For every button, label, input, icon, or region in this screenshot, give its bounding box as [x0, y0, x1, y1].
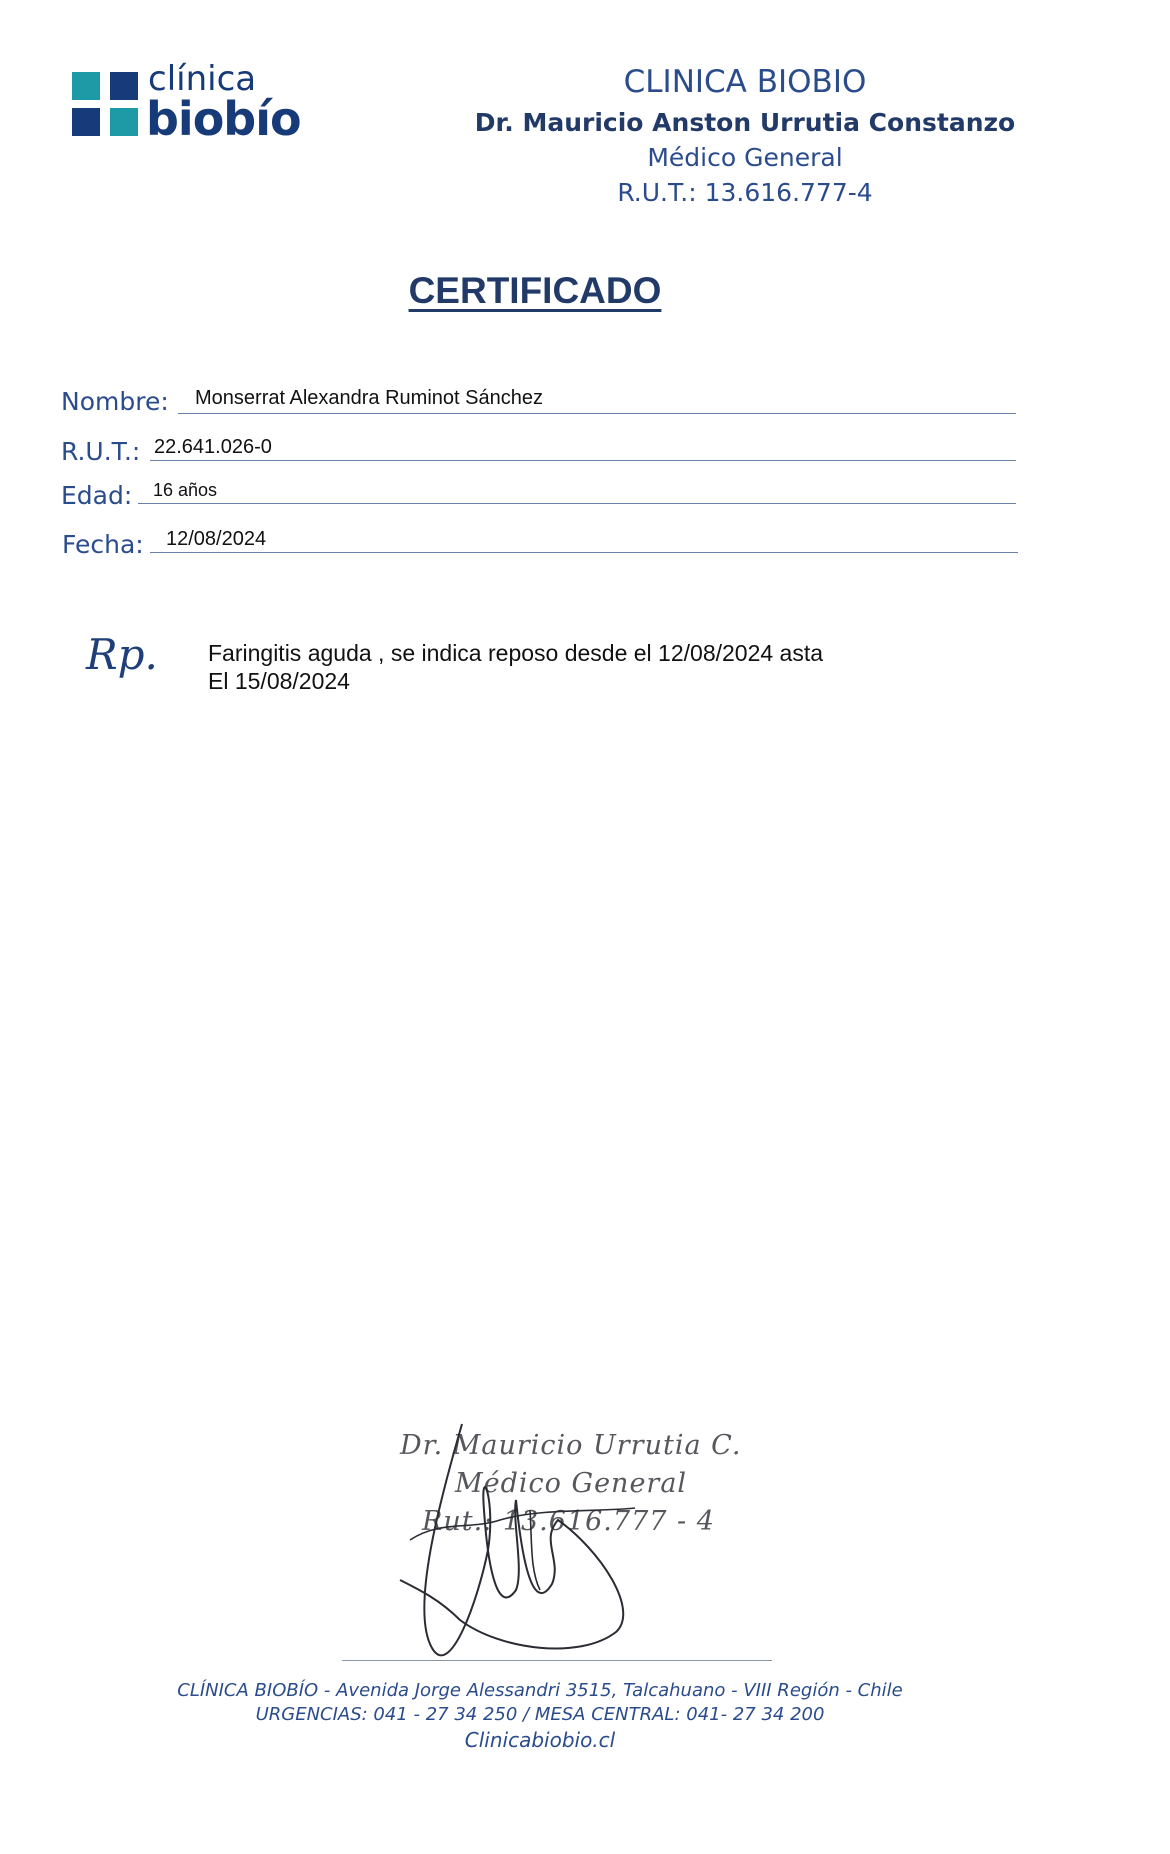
edad-value: 16 años: [153, 480, 218, 500]
footer-website: Clinicabiobio.cl: [464, 1728, 616, 1752]
doctor-rut: R.U.T.: 13.616.777-4: [617, 178, 873, 207]
footer-phones: URGENCIAS: 041 - 27 34 250 / MESA CENTRAL: 041- 27 34 200: [255, 1704, 825, 1725]
rut-line: [150, 460, 1016, 461]
stamp-rut: Rut.: 13.616.777 - 4: [422, 1506, 715, 1537]
nombre-line: [178, 413, 1016, 414]
clinic-logo: [72, 59, 312, 152]
rut-value: 22.641.026-0: [154, 436, 272, 458]
doctor-specialty: Médico General: [647, 143, 843, 172]
stamp-doctor-name: Dr. Mauricio Urrutia C.: [400, 1430, 742, 1461]
prescription-line-2: El 15/08/2024: [208, 668, 350, 694]
rp-symbol: Rp.: [86, 630, 158, 679]
footer-address: CLÍNICA BIOBÍO - Avenida Jorge Alessandri 3515, Talcahuano - VIII Región - Chile: [177, 1680, 903, 1701]
fecha-label: Fecha:: [62, 530, 144, 559]
document-title: CERTIFICADO: [408, 270, 662, 311]
nombre-label: Nombre:: [61, 387, 169, 416]
logo-square-teal-top: [72, 72, 100, 100]
logo-text-clinica: clínica: [148, 59, 257, 99]
signature-line: [342, 1660, 772, 1661]
fecha-value: 12/08/2024: [166, 528, 267, 550]
doctor-name: Dr. Mauricio Anston Urrutia Constanzo: [474, 108, 1016, 137]
stamp-specialty: Médico General: [455, 1468, 688, 1499]
logo-square-teal-bottom: [110, 108, 138, 136]
edad-line: [138, 503, 1016, 504]
logo-text-biobio: biobío: [146, 92, 301, 146]
logo-square-navy-bottom: [72, 108, 100, 136]
nombre-value: Monserrat Alexandra Ruminot Sánchez: [195, 387, 543, 409]
rut-label: R.U.T.:: [61, 437, 141, 466]
handwritten-signature: [380, 1420, 780, 1680]
fecha-line: [150, 552, 1018, 553]
clinic-name: CLINICA BIOBIO: [623, 64, 867, 100]
edad-label: Edad:: [61, 481, 133, 510]
logo-square-navy-top: [110, 72, 138, 100]
prescription-line-1: Faringitis aguda , se indica reposo desde el 12/08/2024 asta: [208, 640, 824, 666]
